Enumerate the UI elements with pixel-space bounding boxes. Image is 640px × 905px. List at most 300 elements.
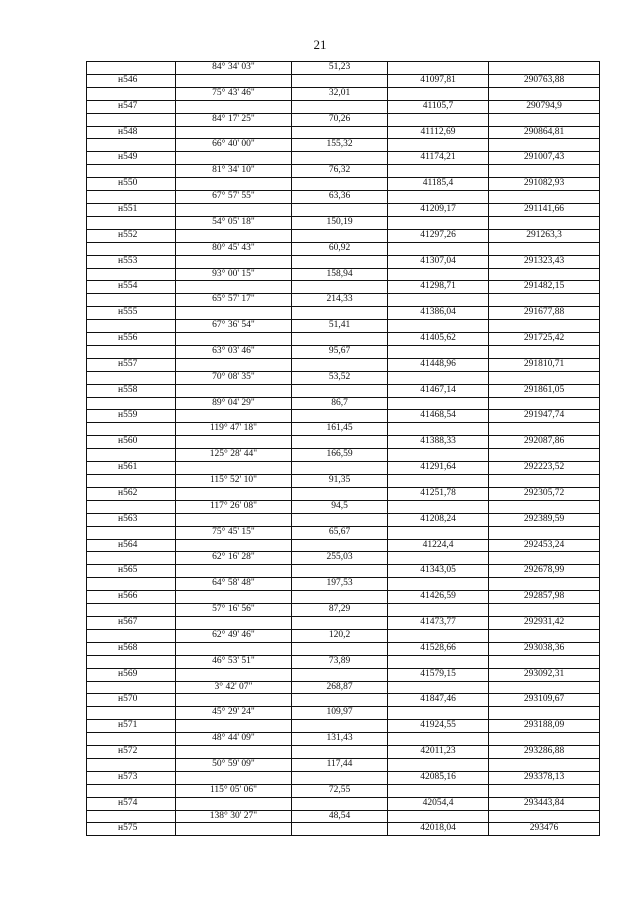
y-coordinate-cell (489, 784, 600, 797)
point-cell: н553 (87, 255, 176, 268)
table-row (87, 74, 600, 87)
length-cell (292, 462, 388, 475)
x-coordinate-cell (388, 268, 489, 281)
angle-cell (176, 539, 292, 552)
point-cell (87, 87, 176, 100)
angle-cell: 138° 30' 27" (176, 810, 292, 823)
x-coordinate-cell: 42011,23 (388, 746, 489, 759)
length-cell (292, 771, 388, 784)
angle-cell (176, 333, 292, 346)
y-coordinate-cell: 293188,09 (489, 720, 600, 733)
length-cell (292, 616, 388, 629)
y-coordinate-cell: 293092,31 (489, 668, 600, 681)
x-coordinate-cell (388, 397, 489, 410)
length-cell (292, 358, 388, 371)
angle-cell (176, 281, 292, 294)
x-coordinate-cell (388, 191, 489, 204)
angle-cell (176, 565, 292, 578)
angle-cell (176, 307, 292, 320)
y-coordinate-cell: 291263,3 (489, 229, 600, 242)
x-coordinate-cell (388, 578, 489, 591)
table-row (87, 358, 600, 371)
x-coordinate-cell (388, 216, 489, 229)
y-coordinate-cell: 291861,05 (489, 384, 600, 397)
length-cell (292, 668, 388, 681)
point-cell: н546 (87, 74, 176, 87)
point-cell: н572 (87, 746, 176, 759)
length-cell: 166,59 (292, 449, 388, 462)
angle-cell: 57° 16' 56" (176, 604, 292, 617)
length-cell (292, 539, 388, 552)
length-cell: 60,92 (292, 242, 388, 255)
point-cell: н558 (87, 384, 176, 397)
x-coordinate-cell: 41174,21 (388, 152, 489, 165)
x-coordinate-cell (388, 784, 489, 797)
length-cell: 117,44 (292, 758, 388, 771)
y-coordinate-cell (489, 216, 600, 229)
y-coordinate-cell (489, 526, 600, 539)
length-cell: 65,67 (292, 526, 388, 539)
angle-cell: 54° 05' 18" (176, 216, 292, 229)
table-row (87, 591, 600, 604)
table-row (87, 462, 600, 475)
length-cell: 87,29 (292, 604, 388, 617)
point-cell: н573 (87, 771, 176, 784)
angle-cell (176, 694, 292, 707)
x-coordinate-cell: 41448,96 (388, 358, 489, 371)
x-coordinate-cell: 42018,04 (388, 823, 489, 836)
y-coordinate-cell (489, 113, 600, 126)
x-coordinate-cell (388, 371, 489, 384)
coordinates-table-body (87, 62, 600, 836)
point-cell: н559 (87, 410, 176, 423)
length-cell (292, 178, 388, 191)
angle-cell (176, 771, 292, 784)
angle-cell: 65° 57' 17" (176, 294, 292, 307)
coordinates-table (86, 61, 600, 836)
x-coordinate-cell (388, 526, 489, 539)
y-coordinate-cell (489, 397, 600, 410)
length-cell: 268,87 (292, 681, 388, 694)
x-coordinate-cell: 42054,4 (388, 797, 489, 810)
table-row (87, 229, 600, 242)
length-cell (292, 720, 388, 733)
point-cell (87, 655, 176, 668)
table-row (87, 810, 600, 823)
x-coordinate-cell: 41924,55 (388, 720, 489, 733)
x-coordinate-cell (388, 629, 489, 642)
table-row (87, 746, 600, 759)
y-coordinate-cell (489, 500, 600, 513)
angle-cell (176, 487, 292, 500)
table-row (87, 784, 600, 797)
table-row (87, 268, 600, 281)
point-cell (87, 604, 176, 617)
table-row (87, 165, 600, 178)
y-coordinate-cell (489, 733, 600, 746)
length-cell (292, 74, 388, 87)
length-cell (292, 333, 388, 346)
length-cell (292, 281, 388, 294)
y-coordinate-cell (489, 449, 600, 462)
length-cell (292, 591, 388, 604)
length-cell: 72,55 (292, 784, 388, 797)
point-cell: н574 (87, 797, 176, 810)
x-coordinate-cell (388, 733, 489, 746)
angle-cell (176, 74, 292, 87)
length-cell (292, 384, 388, 397)
point-cell: н548 (87, 126, 176, 139)
point-cell (87, 526, 176, 539)
table-row (87, 733, 600, 746)
point-cell (87, 113, 176, 126)
table-row (87, 397, 600, 410)
angle-cell: 70° 08' 35" (176, 371, 292, 384)
point-cell (87, 449, 176, 462)
angle-cell (176, 591, 292, 604)
y-coordinate-cell: 291082,93 (489, 178, 600, 191)
length-cell (292, 203, 388, 216)
x-coordinate-cell: 41291,64 (388, 462, 489, 475)
y-coordinate-cell: 292678,99 (489, 565, 600, 578)
angle-cell: 80° 45' 43" (176, 242, 292, 255)
point-cell (87, 165, 176, 178)
point-cell (87, 500, 176, 513)
point-cell (87, 733, 176, 746)
length-cell: 48,54 (292, 810, 388, 823)
point-cell (87, 345, 176, 358)
table-row (87, 410, 600, 423)
length-cell (292, 694, 388, 707)
angle-cell: 63° 03' 46" (176, 345, 292, 358)
x-coordinate-cell: 41467,14 (388, 384, 489, 397)
point-cell: н571 (87, 720, 176, 733)
angle-cell (176, 255, 292, 268)
y-coordinate-cell: 291725,42 (489, 333, 600, 346)
y-coordinate-cell (489, 475, 600, 488)
table-row (87, 526, 600, 539)
length-cell: 94,5 (292, 500, 388, 513)
x-coordinate-cell (388, 294, 489, 307)
angle-cell: 50° 59' 09" (176, 758, 292, 771)
x-coordinate-cell: 41386,04 (388, 307, 489, 320)
length-cell: 73,89 (292, 655, 388, 668)
angle-cell: 67° 36' 54" (176, 320, 292, 333)
x-coordinate-cell: 41112,69 (388, 126, 489, 139)
table-row (87, 100, 600, 113)
table-row (87, 307, 600, 320)
point-cell (87, 707, 176, 720)
point-cell: н560 (87, 436, 176, 449)
length-cell (292, 100, 388, 113)
angle-cell: 89° 04' 29" (176, 397, 292, 410)
table-row (87, 720, 600, 733)
angle-cell: 75° 45' 15" (176, 526, 292, 539)
angle-cell (176, 616, 292, 629)
point-cell: н575 (87, 823, 176, 836)
angle-cell: 67° 57' 55" (176, 191, 292, 204)
y-coordinate-cell: 292453,24 (489, 539, 600, 552)
table-row (87, 113, 600, 126)
point-cell: н557 (87, 358, 176, 371)
length-cell: 255,03 (292, 552, 388, 565)
angle-cell (176, 462, 292, 475)
table-row (87, 436, 600, 449)
point-cell: н565 (87, 565, 176, 578)
angle-cell: 62° 16' 28" (176, 552, 292, 565)
table-row (87, 616, 600, 629)
y-coordinate-cell: 293378,13 (489, 771, 600, 784)
y-coordinate-cell (489, 604, 600, 617)
length-cell: 214,33 (292, 294, 388, 307)
x-coordinate-cell (388, 87, 489, 100)
x-coordinate-cell: 41388,33 (388, 436, 489, 449)
length-cell: 86,7 (292, 397, 388, 410)
y-coordinate-cell: 292223,52 (489, 462, 600, 475)
x-coordinate-cell: 41185,4 (388, 178, 489, 191)
point-cell (87, 62, 176, 75)
length-cell (292, 255, 388, 268)
point-cell (87, 191, 176, 204)
angle-cell: 115° 52' 10" (176, 475, 292, 488)
table-row (87, 694, 600, 707)
length-cell (292, 487, 388, 500)
length-cell: 51,41 (292, 320, 388, 333)
angle-cell (176, 229, 292, 242)
page-number: 21 (313, 37, 327, 52)
length-cell (292, 229, 388, 242)
length-cell: 161,45 (292, 423, 388, 436)
table-row (87, 216, 600, 229)
point-cell (87, 268, 176, 281)
x-coordinate-cell: 41297,26 (388, 229, 489, 242)
length-cell: 32,01 (292, 87, 388, 100)
y-coordinate-cell: 291810,71 (489, 358, 600, 371)
point-cell: н569 (87, 668, 176, 681)
table-row (87, 487, 600, 500)
y-coordinate-cell (489, 139, 600, 152)
table-row (87, 242, 600, 255)
point-cell (87, 216, 176, 229)
point-cell (87, 681, 176, 694)
length-cell (292, 746, 388, 759)
table-row (87, 126, 600, 139)
point-cell: н556 (87, 333, 176, 346)
table-row (87, 565, 600, 578)
angle-cell (176, 720, 292, 733)
y-coordinate-cell: 291323,43 (489, 255, 600, 268)
x-coordinate-cell (388, 345, 489, 358)
y-coordinate-cell: 293476 (489, 823, 600, 836)
y-coordinate-cell: 290763,88 (489, 74, 600, 87)
length-cell: 70,26 (292, 113, 388, 126)
y-coordinate-cell: 291141,66 (489, 203, 600, 216)
y-coordinate-cell: 290864,81 (489, 126, 600, 139)
y-coordinate-cell: 292305,72 (489, 487, 600, 500)
length-cell: 120,2 (292, 629, 388, 642)
point-cell (87, 552, 176, 565)
x-coordinate-cell: 41405,62 (388, 333, 489, 346)
point-cell: н550 (87, 178, 176, 191)
x-coordinate-cell (388, 62, 489, 75)
x-coordinate-cell (388, 475, 489, 488)
length-cell: 63,36 (292, 191, 388, 204)
point-cell (87, 578, 176, 591)
point-cell: н551 (87, 203, 176, 216)
angle-cell (176, 384, 292, 397)
point-cell: н547 (87, 100, 176, 113)
angle-cell (176, 178, 292, 191)
table-row (87, 500, 600, 513)
x-coordinate-cell (388, 113, 489, 126)
point-cell (87, 397, 176, 410)
y-coordinate-cell (489, 268, 600, 281)
angle-cell: 84° 17' 25" (176, 113, 292, 126)
table-row (87, 655, 600, 668)
x-coordinate-cell: 41426,59 (388, 591, 489, 604)
x-coordinate-cell: 41208,24 (388, 513, 489, 526)
table-row (87, 539, 600, 552)
angle-cell (176, 126, 292, 139)
table-row (87, 294, 600, 307)
length-cell: 158,94 (292, 268, 388, 281)
point-cell (87, 320, 176, 333)
length-cell: 150,19 (292, 216, 388, 229)
point-cell: н562 (87, 487, 176, 500)
length-cell: 51,23 (292, 62, 388, 75)
point-cell (87, 810, 176, 823)
point-cell: н563 (87, 513, 176, 526)
point-cell (87, 629, 176, 642)
x-coordinate-cell (388, 500, 489, 513)
point-cell (87, 139, 176, 152)
x-coordinate-cell (388, 242, 489, 255)
length-cell (292, 513, 388, 526)
point-cell: н552 (87, 229, 176, 242)
x-coordinate-cell (388, 139, 489, 152)
point-cell (87, 242, 176, 255)
angle-cell: 66° 40' 00" (176, 139, 292, 152)
y-coordinate-cell (489, 629, 600, 642)
x-coordinate-cell (388, 681, 489, 694)
table-row (87, 681, 600, 694)
point-cell: н566 (87, 591, 176, 604)
length-cell (292, 797, 388, 810)
angle-cell (176, 436, 292, 449)
y-coordinate-cell: 293038,36 (489, 642, 600, 655)
point-cell (87, 294, 176, 307)
angle-cell (176, 797, 292, 810)
y-coordinate-cell: 292087,86 (489, 436, 600, 449)
y-coordinate-cell: 291482,15 (489, 281, 600, 294)
table-row (87, 255, 600, 268)
angle-cell: 62° 49' 46" (176, 629, 292, 642)
y-coordinate-cell: 292931,42 (489, 616, 600, 629)
table-row (87, 384, 600, 397)
x-coordinate-cell: 41579,15 (388, 668, 489, 681)
angle-cell (176, 410, 292, 423)
y-coordinate-cell (489, 242, 600, 255)
table-row (87, 758, 600, 771)
x-coordinate-cell (388, 707, 489, 720)
y-coordinate-cell (489, 371, 600, 384)
y-coordinate-cell: 290794,9 (489, 100, 600, 113)
point-cell: н555 (87, 307, 176, 320)
table-row (87, 513, 600, 526)
angle-cell (176, 823, 292, 836)
x-coordinate-cell (388, 165, 489, 178)
table-row (87, 62, 600, 75)
angle-cell: 125° 28' 44" (176, 449, 292, 462)
y-coordinate-cell (489, 165, 600, 178)
length-cell (292, 823, 388, 836)
length-cell (292, 126, 388, 139)
y-coordinate-cell (489, 423, 600, 436)
angle-cell (176, 668, 292, 681)
angle-cell: 48° 44' 09" (176, 733, 292, 746)
angle-cell: 46° 53' 51" (176, 655, 292, 668)
table-row (87, 139, 600, 152)
x-coordinate-cell (388, 758, 489, 771)
y-coordinate-cell (489, 320, 600, 333)
angle-cell: 117° 26' 08" (176, 500, 292, 513)
y-coordinate-cell (489, 191, 600, 204)
x-coordinate-cell: 41209,17 (388, 203, 489, 216)
point-cell (87, 758, 176, 771)
angle-cell (176, 152, 292, 165)
table-row (87, 449, 600, 462)
x-coordinate-cell: 41847,46 (388, 694, 489, 707)
length-cell: 197,53 (292, 578, 388, 591)
table-row (87, 668, 600, 681)
x-coordinate-cell: 41105,7 (388, 100, 489, 113)
length-cell (292, 410, 388, 423)
point-cell: н561 (87, 462, 176, 475)
point-cell (87, 475, 176, 488)
y-coordinate-cell: 291677,88 (489, 307, 600, 320)
y-coordinate-cell (489, 578, 600, 591)
x-coordinate-cell: 41298,71 (388, 281, 489, 294)
angle-cell (176, 100, 292, 113)
x-coordinate-cell (388, 320, 489, 333)
length-cell: 91,35 (292, 475, 388, 488)
y-coordinate-cell (489, 62, 600, 75)
x-coordinate-cell: 41343,05 (388, 565, 489, 578)
angle-cell: 119° 47' 18" (176, 423, 292, 436)
y-coordinate-cell (489, 87, 600, 100)
x-coordinate-cell: 41528,66 (388, 642, 489, 655)
x-coordinate-cell (388, 449, 489, 462)
x-coordinate-cell: 41468,54 (388, 410, 489, 423)
y-coordinate-cell: 292389,59 (489, 513, 600, 526)
point-cell: н567 (87, 616, 176, 629)
point-cell: н549 (87, 152, 176, 165)
table-row (87, 797, 600, 810)
angle-cell: 84° 34' 03" (176, 62, 292, 75)
length-cell: 95,67 (292, 345, 388, 358)
table-row (87, 178, 600, 191)
table-row (87, 371, 600, 384)
table-row (87, 345, 600, 358)
y-coordinate-cell: 291007,43 (489, 152, 600, 165)
table-row (87, 152, 600, 165)
length-cell: 155,32 (292, 139, 388, 152)
x-coordinate-cell (388, 552, 489, 565)
length-cell (292, 152, 388, 165)
y-coordinate-cell: 293443,84 (489, 797, 600, 810)
point-cell (87, 371, 176, 384)
length-cell (292, 565, 388, 578)
